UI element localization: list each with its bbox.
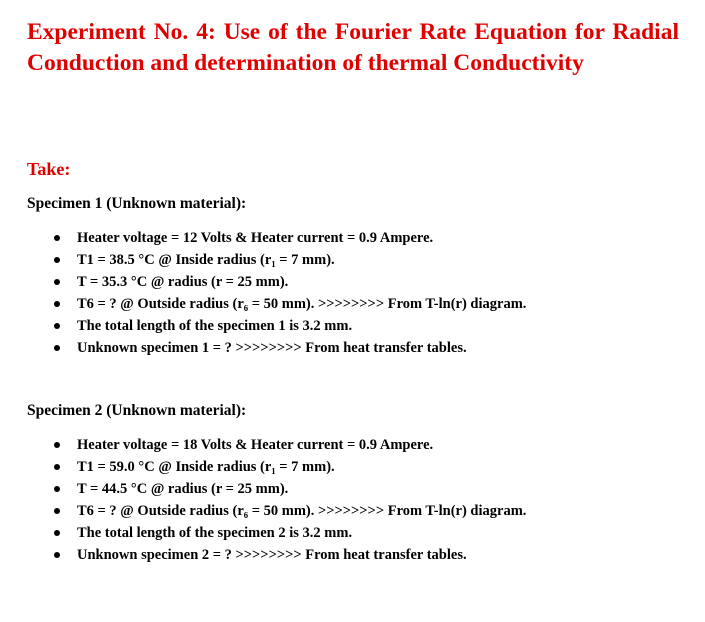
list-item: T = 35.3 °C @ radius (r = 25 mm). [50, 271, 526, 293]
list-item: Heater voltage = 18 Volts & Heater current = 0.9 Ampere. [50, 434, 526, 456]
list-item: The total length of the specimen 2 is 3.2 mm. [50, 522, 526, 544]
list-item: T6 = ? @ Outside radius (r₆ = 50 mm). >>>>>>>> From T-ln(r) diagram. [50, 500, 526, 522]
specimen-2-heading: Specimen 2 (Unknown material): [27, 402, 247, 419]
specimen-1-bullet-list [50, 227, 526, 359]
list-item: T1 = 38.5 °C @ Inside radius (r₁ = 7 mm). [50, 249, 526, 271]
specimen-1-heading: Specimen 1 (Unknown material): [27, 195, 247, 212]
list-item: Unknown specimen 2 = ? >>>>>>>> From heat transfer tables. [50, 544, 526, 566]
take-label: Take: [27, 159, 71, 179]
list-item: T1 = 59.0 °C @ Inside radius (r₁ = 7 mm). [50, 456, 526, 478]
list-item: The total length of the specimen 1 is 3.2 mm. [50, 315, 526, 337]
experiment-title: Experiment No. 4: Use of the Fourier Rate Equation for Radial Conduction and determination of thermal Conductivity [27, 19, 679, 76]
specimen-2-bullet-list [50, 434, 526, 566]
list-item: Heater voltage = 12 Volts & Heater current = 0.9 Ampere. [50, 227, 526, 249]
list-item: T = 44.5 °C @ radius (r = 25 mm). [50, 478, 526, 500]
list-item: Unknown specimen 1 = ? >>>>>>>> From heat transfer tables. [50, 337, 526, 359]
list-item: T6 = ? @ Outside radius (r₆ = 50 mm). >>>>>>>> From T-ln(r) diagram. [50, 293, 526, 315]
